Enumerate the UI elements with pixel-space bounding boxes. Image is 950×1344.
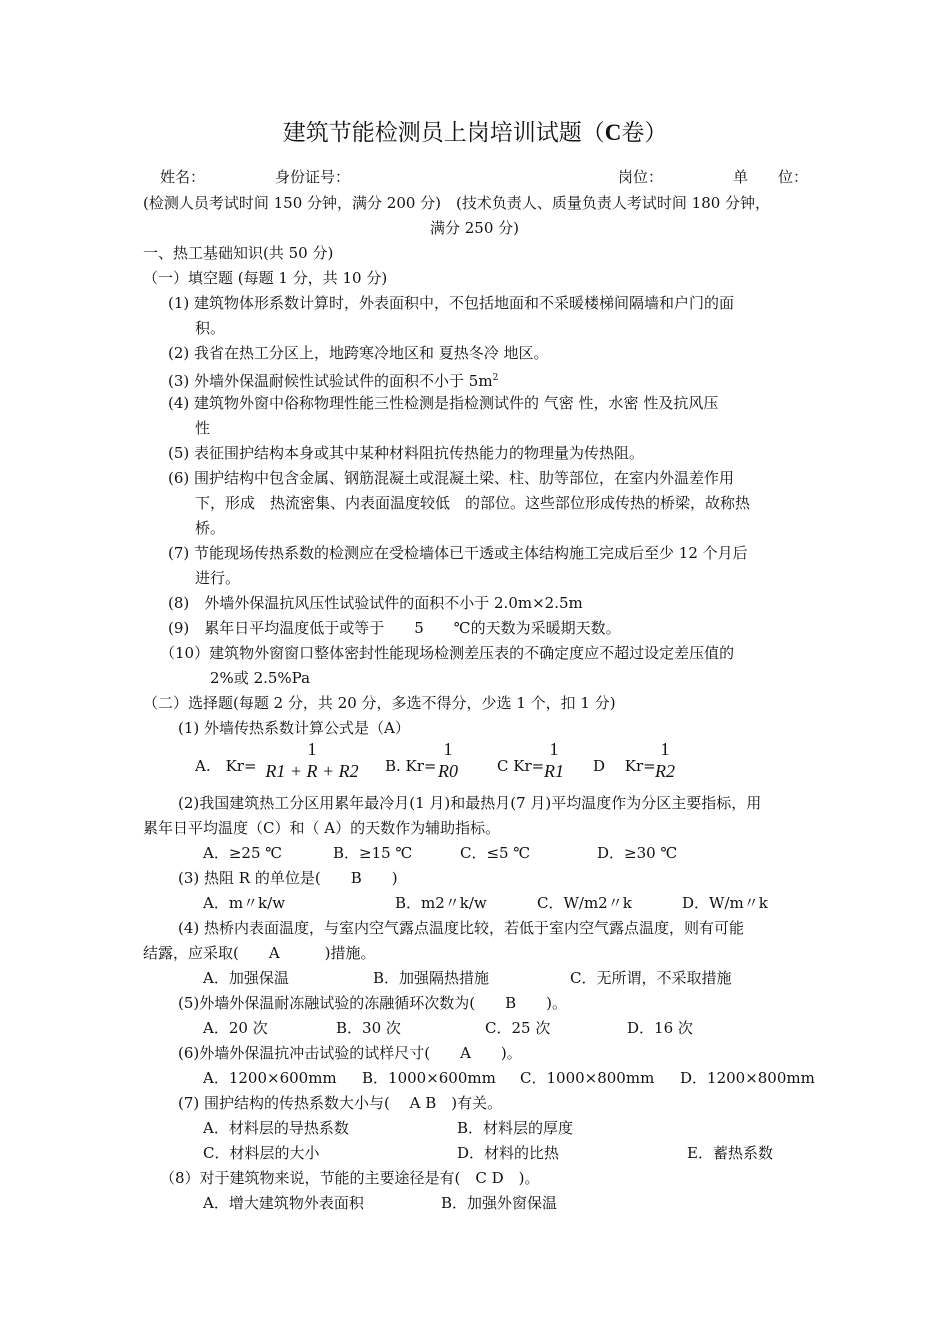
choice-q4-option: C．无所谓，不采取措施: [570, 969, 732, 987]
choice-q6-option: C．1000×800mm: [520, 1069, 655, 1087]
choice-q2-cont: 累年日平均温度（C）和（ A）的天数作为辅助指标。: [143, 819, 501, 837]
formula-c: 1 R1: [544, 739, 564, 781]
choice-q6-option: D．1200×800mm: [680, 1069, 815, 1087]
post-label: 岗位：: [618, 168, 664, 186]
fill-q4-cont: 性: [195, 419, 211, 437]
unit-label: 单 位：: [733, 168, 809, 186]
choice-q5-option: A．20 次: [203, 1019, 268, 1037]
choice-q6: (6)外墙外保温抗冲击试验的试样尺寸( A )。: [178, 1044, 522, 1062]
id-label: 身份证号：: [275, 168, 351, 186]
fill-q1: (1) 建筑物体形系数计算时，外表面积中，不包括地面和不采暖楼梯间隔墙和户门的面: [168, 294, 735, 312]
choice-q4: (4) 热桥内表面温度，与室内空气露点温度比较，若低于室内空气露点温度，则有可能: [178, 919, 745, 937]
option-d-label: D Kr=: [593, 757, 656, 775]
choice-q6-option: A．1200×600mm: [203, 1069, 337, 1087]
choice-q2-option: B．≥15 ℃: [333, 844, 413, 862]
choice-q5-option: C．25 次: [485, 1019, 551, 1037]
fill-q8: (8) 外墙外保温抗风压性试验试件的面积不小于 2.0m×2.5m: [168, 594, 583, 612]
fill-q6: (6) 围护结构中包含金属、钢筋混凝土或混凝土梁、柱、肋等部位，在室内外温差作用: [168, 469, 735, 487]
choice-q5: (5)外墙外保温耐冻融试验的冻融循环次数为( B )。: [178, 994, 567, 1012]
choice-q6-option: B．1000×600mm: [362, 1069, 496, 1087]
formula-b: 1 R0: [438, 739, 458, 781]
name-label: 姓名：: [160, 168, 206, 186]
fill-q5: (5) 表征围护结构本身或其中某种材料阻抗传热能力的物理量为传热阻。: [168, 444, 645, 462]
choice-q2: (2)我国建筑热工分区用累年最冷月(1 月)和最热月(7 月)平均温度作为分区主要指标，用: [178, 794, 762, 812]
fill-q6-cont: 下，形成 热流密集、内表面温度较低 的部位。这些部位形成传热的桥梁，故称热: [195, 494, 751, 512]
choice-q7-option: E．蓄热系数: [687, 1144, 773, 1162]
choice-q2-option: D．≥30 ℃: [597, 844, 678, 862]
fill-q3: (3) 外墙外保温耐候性试验试件的面积不小于 $5m^2$: [168, 372, 499, 390]
fill-q4: (4) 建筑物外窗中俗称物理性能三性检测是指检测试件的 气密 性，水密 性及抗风压: [168, 394, 719, 412]
choice-q8: （8）对于建筑物来说，节能的主要途径是有( C D )。: [160, 1169, 540, 1187]
time-note-cont: 满分 250 分): [430, 219, 520, 237]
choice-q3-option: A．m〃k/w: [203, 894, 286, 912]
fill-q2: (2) 我省在热工分区上，地跨寒冷地区和 夏热冬冷 地区。: [168, 344, 549, 362]
choice-q5-option: D．16 次: [627, 1019, 693, 1037]
formula-a: 1 R1 + R + R2: [265, 739, 359, 781]
fill-heading: （一）填空题 (每题 1 分，共 10 分): [143, 269, 388, 287]
choice-q3-option: B．m2〃k/w: [395, 894, 487, 912]
option-c-label: C Kr=: [497, 757, 545, 775]
fill-q6-cont2: 桥。: [195, 519, 226, 537]
choice-q7-option: D．材料的比热: [457, 1144, 560, 1162]
section-heading: 一、热工基础知识(共 50 分): [143, 244, 334, 262]
choice-q4-cont: 结露，应采取( A )措施。: [143, 944, 376, 962]
choice-q7-option: A．材料层的导热系数: [203, 1119, 349, 1137]
choice-q3-option: D．W/m〃k: [682, 894, 768, 912]
fill-q10: （10）建筑物外窗窗口整体密封性能现场检测差压表的不确定度应不超过设定差压值的: [160, 644, 735, 662]
choice-q7: (7) 围护结构的传热系数大小与( A B )有关。: [178, 1094, 503, 1112]
fill-q1-cont: 积。: [195, 319, 226, 337]
choice-q2-option: A．≥25 ℃: [203, 844, 283, 862]
choice-q4-option: B．加强隔热措施: [373, 969, 490, 987]
choice-q8-option: A．增大建筑物外表面积: [203, 1194, 364, 1212]
choice-q3: (3) 热阻 R 的单位是( B ): [178, 869, 398, 887]
fill-q7-cont: 进行。: [195, 569, 241, 587]
choice-q2-option: C．≤5 ℃: [460, 844, 531, 862]
choice-q7-option: C．材料层的大小: [203, 1144, 320, 1162]
choice-q8-option: B．加强外窗保温: [441, 1194, 558, 1212]
option-a-label: A. Kr=: [195, 757, 257, 775]
time-note: (检测人员考试时间 150 分钟，满分 200 分) (技术负责人、质量负责人考试时间 180 分钟，: [143, 194, 771, 212]
fill-q9: (9) 累年日平均温度低于或等于 5 ℃的天数为采暖期天数。: [168, 619, 621, 637]
fill-q7: (7) 节能现场传热系数的检测应在受检墙体已干透或主体结构施工完成后至少 12 个月后: [168, 544, 748, 562]
option-b-label: B. Kr=: [385, 757, 437, 775]
document-title: 建筑节能检测员上岗培训试题（C卷）: [282, 120, 668, 146]
choice-q3-option: C．W/m2〃k: [537, 894, 632, 912]
fill-q10-cont: 2%或 2.5%Pa: [210, 669, 311, 687]
formula-d: 1 R2: [655, 739, 675, 781]
choice-q1: (1) 外墙传热系数计算公式是（A）: [178, 719, 410, 737]
choice-q5-option: B．30 次: [336, 1019, 401, 1037]
choice-heading: （二）选择题(每题 2 分，共 20 分，多选不得分，少选 1 个，扣 1 分): [143, 694, 616, 712]
choice-q4-option: A．加强保温: [203, 969, 289, 987]
choice-q7-option: B．材料层的厚度: [457, 1119, 574, 1137]
